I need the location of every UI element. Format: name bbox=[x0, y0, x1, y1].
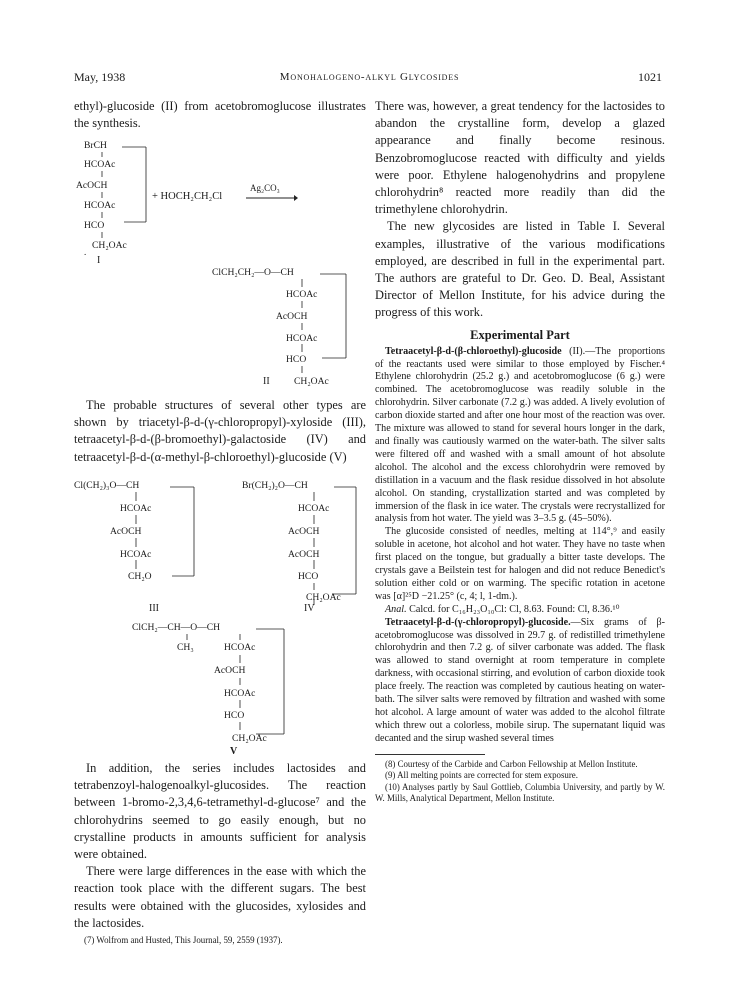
structure-II-bonds bbox=[212, 267, 362, 387]
tendency-paragraph: There was, however, a great tendency for the lactosides to abandon the crystalline form, develop a glazed appearance and finally become resinous. Benzobromoglucose reacted with difficulty and yields were poor. Ethylene halogenohydrins and propylene chlorohydrin⁸ reacted more readily than did the trimethylene chlorohydrin. bbox=[375, 99, 665, 217]
structure-II-line-3: AcOCH bbox=[276, 311, 308, 322]
structure-V-line-6: CH₂OAc bbox=[232, 733, 267, 744]
structure-IV-line-3: AcOCH bbox=[288, 526, 320, 537]
probable-structures-block bbox=[74, 397, 366, 466]
experiment-1 bbox=[375, 346, 665, 527]
structure-IV-line-1: Br(CH₂)₂O—CH bbox=[242, 480, 308, 491]
footnote-divider bbox=[375, 754, 485, 755]
structure-IV-bonds bbox=[236, 480, 366, 610]
footnote-8: (8) Courtesy of the Carbide and Carbon Fellowship at Mellon Institute. bbox=[385, 758, 638, 769]
structure-V-line-4: HCOAc bbox=[224, 688, 256, 699]
structure-III-line-2: HCOAc bbox=[120, 503, 152, 514]
structure-I-line-5: HCO bbox=[84, 220, 105, 231]
structure-V-line-1: ClCH₂—CH—O—CH bbox=[132, 622, 221, 633]
table-paragraph: The new glycosides are listed in Table I. Several examples, illustrative of the various modifications employed, are described in full in the experimental part. The authors are grateful to Dr. Geo. D. Beal, Assistant Director of Mellon Institute, for his advice during the progress of this work. bbox=[375, 219, 665, 320]
footnote-9: (9) All melting points are corrected for stem exposure. bbox=[385, 770, 578, 781]
intro-paragraph: ethyl)-glucoside (II) from acetobromoglucose illustrates the synthesis. bbox=[74, 99, 366, 131]
structure-II-line-4: HCOAc bbox=[286, 333, 318, 344]
left-column bbox=[74, 98, 366, 132]
running-header-date: May, 1938 bbox=[74, 70, 126, 84]
structure-II-label: II bbox=[263, 376, 270, 387]
structure-I-line-3: AcOCH bbox=[76, 180, 108, 191]
structure-IV-line-5: HCO bbox=[298, 571, 319, 582]
structure-II-line-6: CH₂OAc bbox=[294, 376, 329, 387]
structure-I-line-4: HCOAc bbox=[84, 200, 116, 211]
structure-II-line-2: HCOAc bbox=[286, 289, 318, 300]
probable-structures-paragraph: The probable structures of several other types are shown by triacetyl-β-d-(γ-chloropropyl)-xyloside (III), tetraacetyl-β-d-(β-bromoethyl)-galactoside (IV) and tetraacetyl-β-d-(α-methyl-β-chloroethyl)-glucoside (V) bbox=[74, 398, 366, 464]
experiment-2-title: Tetraacetyl-β-d-(γ-chloropropyl)-glucoside. bbox=[385, 616, 571, 628]
structure-IV-label: IV bbox=[304, 603, 315, 614]
page-number: 1021 bbox=[638, 70, 662, 84]
structure-III-label: III bbox=[149, 603, 159, 614]
structure-IV-line-4: AcOCH bbox=[288, 549, 320, 560]
structure-IV-line-2: HCOAc bbox=[298, 503, 330, 514]
footnote-10: (10) Analyses partly by Saul Gottlieb, Columbia University, and partly by W. W. Mills, Analytical Department, Mellon Institute. bbox=[375, 781, 665, 803]
structure-V-label: V bbox=[230, 746, 238, 757]
structure-V-line-2: HCOAc bbox=[224, 642, 256, 653]
addition-block bbox=[74, 760, 366, 946]
structure-II-line-5: HCO bbox=[286, 354, 307, 365]
addition-paragraph: In addition, the series includes lactosides and tetrabenzoyl-halogenoalkyl-glucosides. The reaction between 1-bromo-2,3,4,6-tetramethyl-d-glucose⁷ and the chlorohydrins seemed to go easily enough, but no crystalline products in amounts sufficient for analysis were obtained. bbox=[74, 761, 366, 862]
stray-mark: . bbox=[84, 247, 87, 257]
structure-III-line-1: Cl(CH₂)₃O—CH bbox=[74, 480, 140, 491]
analysis-label: Anal. bbox=[385, 603, 407, 615]
footnote-7: (7) Wolfrom and Husted, This Journal, 59, 2559 (1937). bbox=[84, 935, 283, 946]
reagent-chlorohydrin: + HOCH₂CH₂Cl bbox=[152, 191, 223, 202]
experiment-1-ref: (II).— bbox=[569, 345, 596, 357]
structure-V-methyl: CH₃ bbox=[177, 642, 194, 653]
structure-I-label: I bbox=[97, 255, 101, 266]
structure-I-line-1: BrCH bbox=[84, 140, 107, 151]
structure-V-line-3: AcOCH bbox=[214, 665, 246, 676]
experiment-2-body: —Six grams of β-acetobromoglucose was dissolved in 29.7 g. of redistilled trimethylene chlorohydrin and then 7.2 g. of silver carbonate was added. The flask was allowed to stand overnight at room temperature in complete darkness, with occasional stirring, and evolution of carbon dioxide took place freely. The reaction was completed by cautious heating on water-bath. The silver salts were removed by filtration and washed with some hot alcohol. A large amount of water was added to the alcohol filtrate which threw out a colorless, mobile sirup. The supernatant liquid was decanted and the sirup washed several times bbox=[375, 616, 665, 744]
structure-I-line-2: HCOAc bbox=[84, 159, 116, 170]
structure-IV-line-6: CH₂OAc bbox=[306, 592, 341, 603]
experiment-1-analysis bbox=[375, 604, 665, 617]
experiment-2 bbox=[375, 617, 665, 746]
section-title-experimental: Experimental Part bbox=[470, 327, 570, 342]
experiment-1-properties: The glucoside consisted of needles, melting at 114°,⁹ and easily soluble in acetone, hot alcohol and hot water. They have no taste when first placed on the tongue, but gradually a bitter taste develops. The crystals gave a Beilstein test for halogen and did not reduce Benedict's solution either cold or on warming. The specific rotation in acetone was [α]²⁵D −21.25° (c, 4; l, 1-dm.). bbox=[375, 526, 665, 602]
structure-V-bonds bbox=[132, 622, 302, 762]
reaction-arrow bbox=[246, 194, 298, 202]
structure-III-line-5: CH₂O bbox=[128, 571, 152, 582]
differences-paragraph: There were large differences in the ease with which the reaction took place with the different sugars. The best results were obtained with the glucosides, xylosides and the lactosides. bbox=[74, 864, 366, 930]
arrow-reagent: Ag₂CO₃ bbox=[250, 183, 280, 193]
structure-I-line-6: CH₂OAc bbox=[92, 240, 127, 251]
analysis-values: Calcd. for C₁₆H₂₃O₁₀Cl: Cl, 8.63. Found: Cl, 8.36.¹⁰ bbox=[409, 603, 620, 615]
structure-V-line-5: HCO bbox=[224, 710, 245, 721]
structure-III-line-3: AcOCH bbox=[110, 526, 142, 537]
right-column bbox=[375, 98, 665, 804]
structure-II-line-1: ClCH₂CH₂—O—CH bbox=[212, 267, 294, 278]
experiment-1-title: Tetraacetyl-β-d-(β-chloroethyl)-glucoside bbox=[385, 345, 562, 357]
structure-III-line-4: HCOAc bbox=[120, 549, 152, 560]
running-header-title: Monohalogeno-alkyl Glycosides bbox=[279, 71, 460, 83]
experiment-1-body: The proportions of the reactants used were similar to those employed by Fischer.⁴ Ethylene chlorohydrin (25.2 g.) and acetobromoglucose (6 g.) were combined. The acetobromoglucose was readily soluble in the chlorohydrin. Silver carbonate (7.2 g.) was added. A lively evolution of carbon dioxide started and after one hour most of the reaction was over. The mixture was allowed to stand for several hours longer in the dark, and finally was cautiously warmed on the water-bath. The silver salts were filtered off and washed with a small amount of hot absolute alcohol. The alcohol and the excess chlorohydrin were removed by distillation in a vacuum and the flask residue dissolved in hot absolute alcohol. On standing, crystallization started and was completed by immersion of the flask in ice water. The crystals were recrystallized for analysis from hot water. The yield was 3–3.5 g. (45–50%). bbox=[375, 345, 665, 525]
